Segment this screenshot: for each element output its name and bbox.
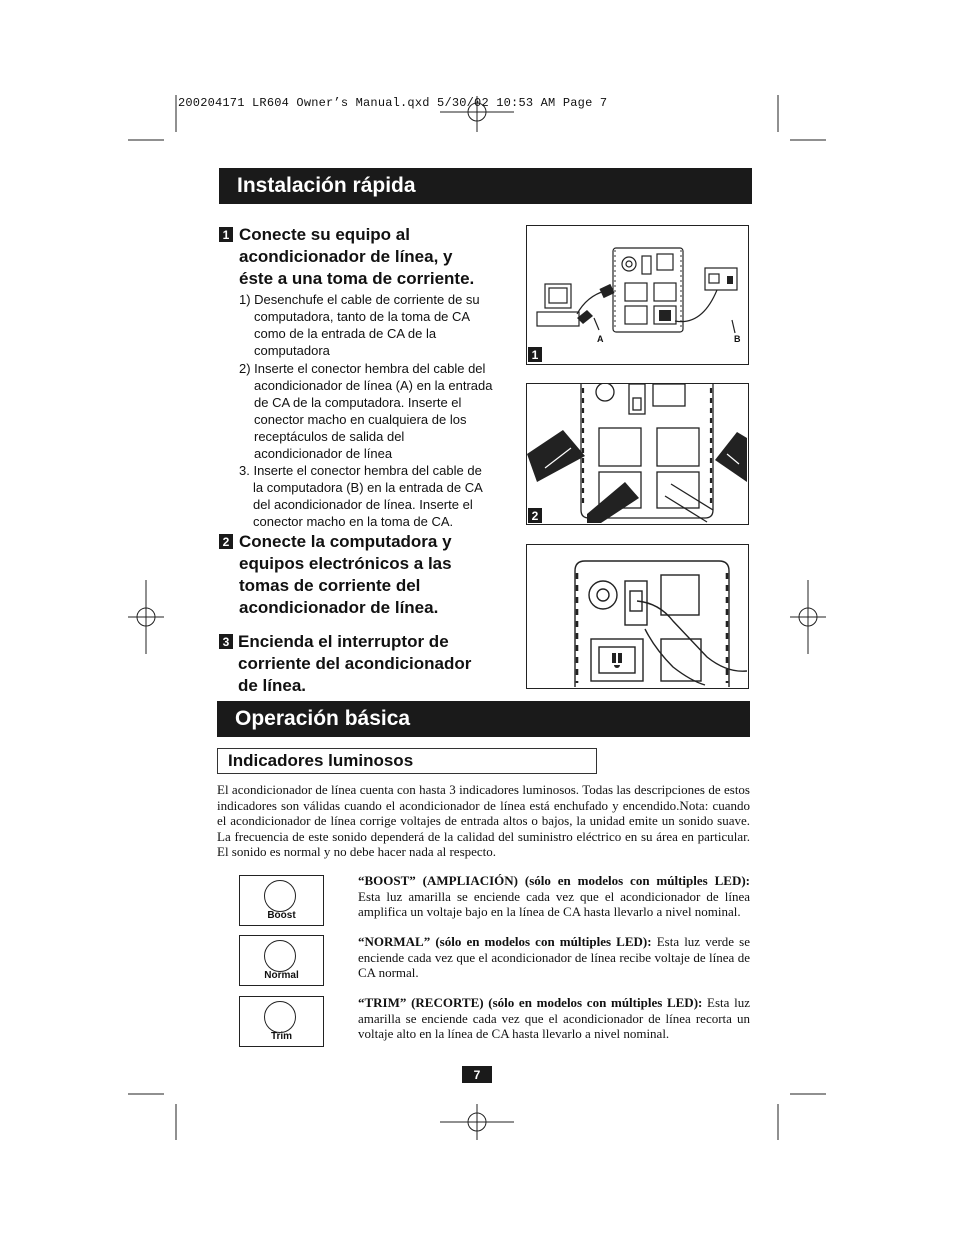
heading-line: Encienda el interruptor de [238,632,449,651]
normal-indicator [239,935,324,986]
substep-line: como de la entrada de CA de la [254,326,437,341]
substep-line: la computadora (B) en la entrada de CA [253,480,483,495]
led-circle-icon [264,880,296,912]
description-title: “BOOST” (AMPLIACIÓN) (sólo en modelos con múltiples LED): [358,873,750,888]
substep-line: acondicionador de línea [254,446,393,461]
boost-indicator [239,875,324,926]
figure-number: 1 [528,347,542,362]
heading-line: acondicionador de línea. [239,598,439,617]
substep-line: computadora, tanto de la toma de CA [254,309,471,324]
step-heading [238,631,519,697]
description-title: “TRIM” (RECORTE) (sólo en modelos con múltiples LED): [358,995,703,1010]
figure-1-illustration [527,226,747,363]
substep [239,462,509,530]
led-label: Normal [264,970,299,981]
substep-line: conector macho en la toma de CA. [253,514,454,529]
page-number: 7 [462,1066,492,1083]
heading-line: corriente del acondicionador [238,654,472,673]
substep [239,360,509,462]
step-heading [239,224,509,290]
substep [239,291,509,359]
step-number: 2 [219,534,233,549]
step-substeps [239,291,509,530]
figure-label-b: B [734,334,741,344]
figure-3-power-switch-diagram [526,544,749,689]
substep-line: 1) Desenchufe el cable de corriente de su [239,292,480,307]
section-title-text: Operación básica [235,707,411,730]
subsection-title-text: Indicadores luminosos [228,751,414,770]
substep-line: receptáculos de salida del [254,429,405,444]
description-text: Esta luz amarilla se enciende cada vez que el acondicionador de línea recorta un voltaje alto en la línea de CA hasta llevarlo a nivel nominal. [358,995,750,1041]
description-text: Esta luz amarilla se enciende cada vez que el acondicionador de línea amplifica un voltaje bajo en la línea de CA hasta llevarlo a nivel nominal. [358,888,750,919]
figure-1-connection-diagram [526,225,749,365]
section-title-instalacion [219,168,752,204]
description-title: “NORMAL” (sólo en modelos con múltiples LED): [358,934,652,949]
led-label: Boost [267,910,296,921]
heading-line: de línea. [238,676,307,695]
heading-line: acondicionador de línea, y [239,247,453,266]
substep-line: conector macho en cualquiera de los [254,412,467,427]
step-3 [219,631,519,697]
step-2 [219,531,509,619]
figure-label-a: A [597,334,604,344]
substep-line: 2) Inserte el conector hembra del cable del [239,361,486,376]
led-circle-icon [264,940,296,972]
heading-line: éste a una toma de corriente. [239,269,475,288]
file-slug: 200204171 LR604 Owner’s Manual.qxd 5/30/02 10:53 AM Page 7 [178,96,608,110]
heading-line: Conecte su equipo al [239,225,410,244]
subsection-title-indicadores [217,748,597,774]
step-1 [219,224,509,530]
figure-2-outlets-diagram [526,383,749,525]
figure-number: 2 [528,508,542,523]
led-circle-icon [264,1001,296,1033]
normal-description [358,934,750,981]
substep-line: computadora [254,343,330,358]
section-title-text: Instalación rápida [237,174,416,197]
heading-line: Conecte la computadora y [239,532,452,551]
description-text: Esta luz verde se enciende cada vez que el acondicionador de línea recibe voltaje de línea de CA normal. [358,934,751,980]
substep-line: acondicionador de línea (A) en la entrada [254,378,493,393]
substep-line: del acondicionador de línea. Inserte el [253,497,473,512]
section-title-operacion [217,701,750,737]
step-number: 1 [219,227,233,242]
heading-line: equipos electrónicos a las [239,554,452,573]
step-number: 3 [219,634,233,649]
boost-description [358,873,750,920]
led-label: Trim [270,1031,293,1042]
trim-indicator [239,996,324,1047]
heading-line: tomas de corriente del [239,576,421,595]
figure-3-illustration [527,545,747,687]
substep-line: 3. Inserte el conector hembra del cable de [239,463,482,478]
trim-description [358,995,750,1042]
figure-2-illustration [527,384,747,523]
intro-paragraph: El acondicionador de línea cuenta con hasta 3 indicadores luminosos. Todas las descripciones de estos indicadores son válidas cuando el acondicionador de línea está enchufado y encendido.Nota: cuando el acondicionador de línea corrige voltajes de entrada altos o bajos, la unidad emite un sonido suave. La frecuencia de este sonido dependerá de la calidad del suministro eléctrico en su área en particular. El sonido es normal y no debe hacer nada al respecto. [217,782,750,859]
substep-line: de CA de la computadora. Inserte el [254,395,462,410]
step-heading [239,531,509,619]
